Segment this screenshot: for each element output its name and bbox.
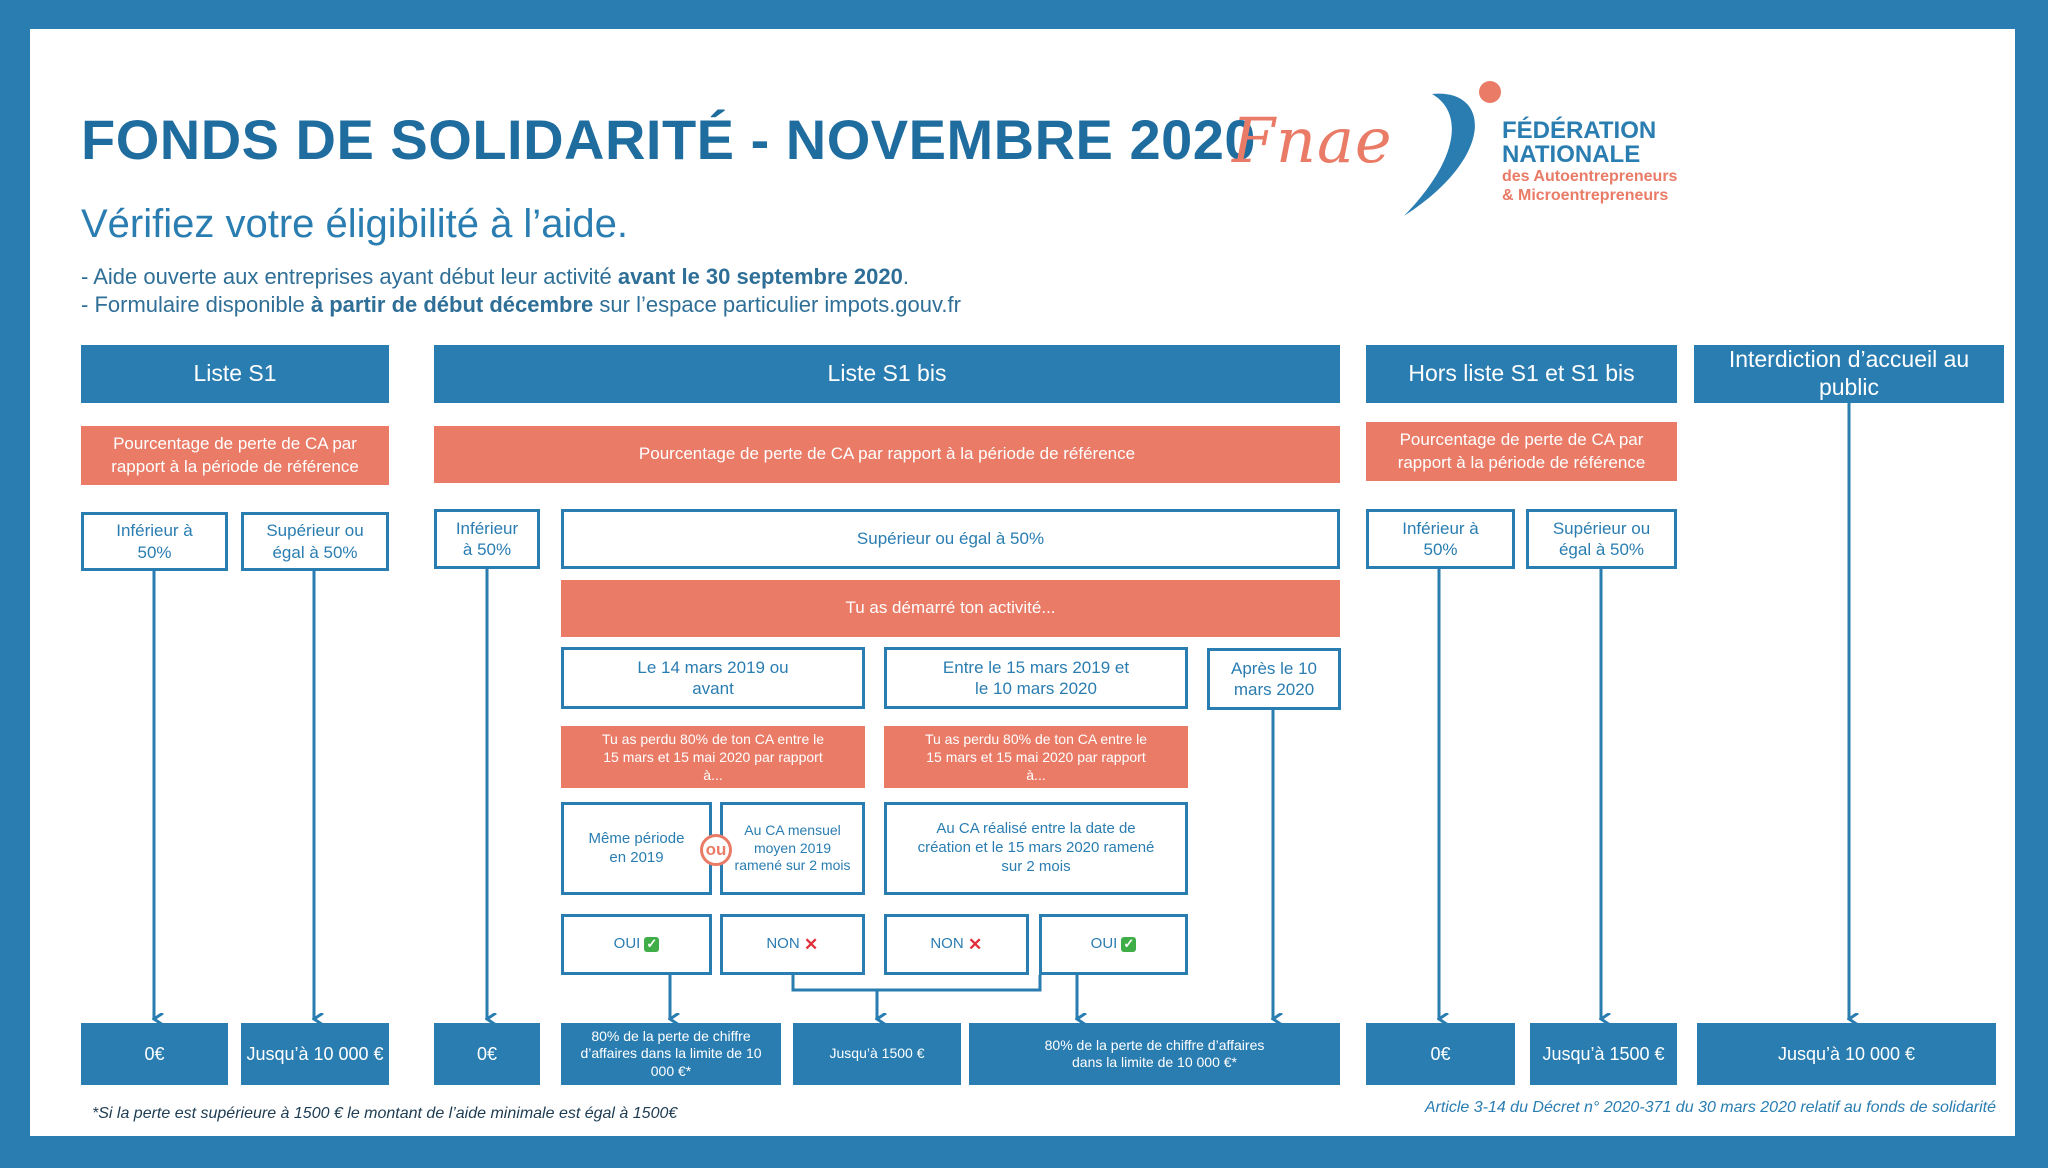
- result-s1bis-low: 0€: [434, 1023, 540, 1085]
- logo-line-4: & Microentrepreneurs: [1502, 187, 1669, 204]
- logo-line-1: FÉDÉRATION: [1502, 117, 1657, 144]
- criterion-hors: Pourcentage de perte de CA par rapport à la période de référence: [1366, 422, 1677, 481]
- started-activity-bar: Tu as démarré ton activité...: [561, 580, 1340, 637]
- non-box-1: [720, 914, 865, 975]
- criterion-s1-bis: Pourcentage de perte de CA par rapport à la période de référence: [434, 426, 1340, 483]
- date-after-box: Après le 10 mars 2020: [1207, 648, 1341, 710]
- oui-label-2: OUI: [1090, 935, 1118, 953]
- header-liste-s1: Liste S1: [81, 345, 389, 403]
- non-label-2: NON: [930, 935, 964, 953]
- article-reference: Article 3-14 du Décret n° 2020-371 du 30 mars 2020 relatif au fonds de solidarité: [1424, 1099, 1996, 1116]
- header-interdiction: Interdiction d’accueil au public: [1694, 345, 2004, 403]
- lost-80-right-bar: Tu as perdu 80% de ton CA entre le 15 mars et 15 mai 2020 par rapport à...: [884, 726, 1188, 788]
- result-1500-s1bis: Jusqu’à 1500 €: [793, 1023, 961, 1085]
- s1bis-superieur-box: Supérieur ou égal à 50%: [561, 509, 1340, 569]
- avg-monthly-box: Au CA mensuel moyen 2019 ramené sur 2 mois: [720, 802, 865, 895]
- s1-inferieur-box: Inférieur à 50%: [81, 512, 228, 571]
- s1-superieur-box: Supérieur ou égal à 50%: [241, 512, 389, 571]
- header-liste-s1-bis: Liste S1 bis: [434, 345, 1340, 403]
- result-interdiction: Jusqu’à 10 000 €: [1697, 1023, 1996, 1085]
- footnote: *Si la perte est supérieure à 1500 € le montant de l’aide minimale est égal à 1500€: [92, 1105, 678, 1122]
- date-before-box: Le 14 mars 2019 ou avant: [561, 647, 865, 709]
- note-2-bold: à partir de début décembre: [310, 292, 594, 317]
- check-icon: ✓: [644, 937, 659, 952]
- page-title: FONDS DE SOLIDARITÉ - NOVEMBRE 2020: [81, 108, 1257, 171]
- same-period-box: Même période en 2019: [561, 802, 712, 895]
- note-2-end: sur l’espace particulier impots.gouv.fr: [593, 292, 961, 317]
- non-box-2: [884, 914, 1029, 975]
- logo-script: Fnae: [1232, 104, 1393, 177]
- logo-line-2: NATIONALE: [1502, 141, 1641, 168]
- note-2-text: - Formulaire disponible: [81, 292, 311, 317]
- note-1-end: .: [902, 264, 909, 289]
- result-80-left: 80% de la perte de chiffre d’affaires dans la limite de 10 000 €*: [561, 1023, 781, 1085]
- oui-box-1: [561, 914, 712, 975]
- cross-icon: ✕: [804, 934, 819, 954]
- ca-realised-box: Au CA réalisé entre la date de création et le 15 mars 2020 ramené sur 2 mois: [884, 802, 1188, 895]
- oui-box-2: [1039, 914, 1188, 975]
- cross-icon: ✕: [968, 934, 983, 954]
- hors-superieur-box: Supérieur ou égal à 50%: [1526, 509, 1677, 569]
- result-s1-high: Jusqu’à 10 000 €: [241, 1023, 389, 1085]
- note-1-bold: avant le 30 septembre 2020: [617, 264, 903, 289]
- page-subtitle: Vérifiez votre éligibilité à l’aide.: [81, 202, 628, 246]
- header-hors-liste: Hors liste S1 et S1 bis: [1366, 345, 1677, 403]
- result-hors-low: 0€: [1366, 1023, 1515, 1085]
- criterion-s1: Pourcentage de perte de CA par rapport à la période de référence: [81, 426, 389, 485]
- s1bis-inferieur-box: Inférieur à 50%: [434, 509, 540, 569]
- hors-inferieur-box: Inférieur à 50%: [1366, 509, 1515, 569]
- date-between-box: Entre le 15 mars 2019 et le 10 mars 2020: [884, 647, 1188, 709]
- lost-80-left-bar: Tu as perdu 80% de ton CA entre le 15 mars et 15 mai 2020 par rapport à...: [561, 726, 865, 788]
- logo-line-3: des Autoentrepreneurs: [1502, 168, 1678, 185]
- result-hors-high: Jusqu’à 1500 €: [1530, 1023, 1677, 1085]
- oui-label-1: OUI: [613, 935, 641, 953]
- result-s1-low: 0€: [81, 1023, 228, 1085]
- or-connector-badge: ou: [700, 834, 732, 866]
- note-1-text: - Aide ouverte aux entreprises ayant début leur activité: [81, 264, 618, 289]
- result-80-right: 80% de la perte de chiffre d’affaires dans la limite de 10 000 €*: [969, 1023, 1340, 1085]
- non-label-1: NON: [766, 935, 800, 953]
- check-icon: ✓: [1121, 937, 1136, 952]
